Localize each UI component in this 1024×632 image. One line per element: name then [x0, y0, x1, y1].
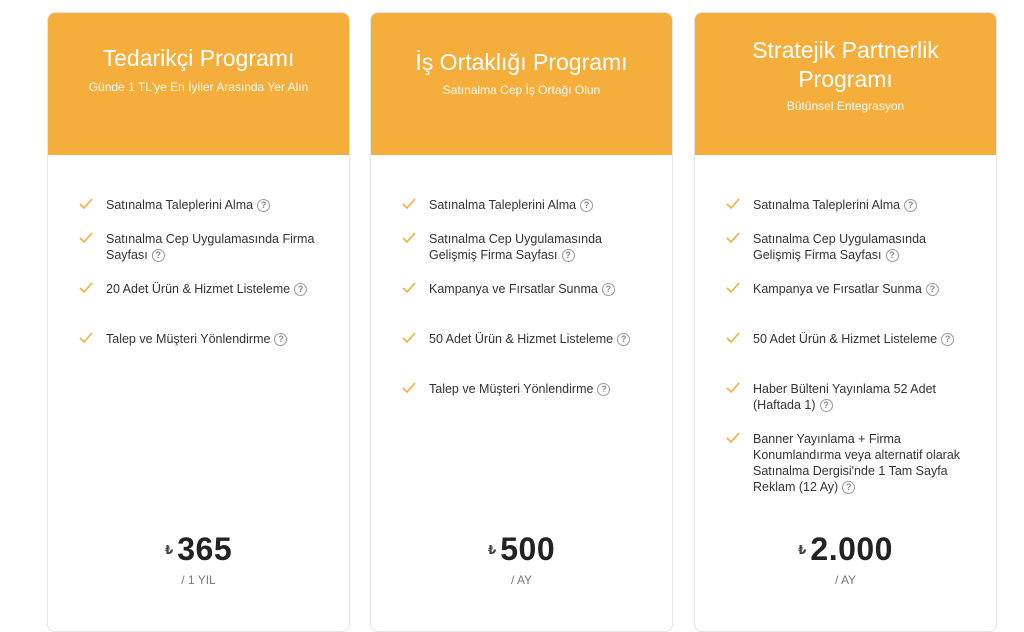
check-icon	[726, 382, 740, 394]
help-icon[interactable]: ?	[294, 283, 307, 296]
feature-label: 20 Adet Ürün & Hizmet Listeleme	[106, 282, 291, 296]
plan-header	[371, 13, 672, 155]
feature-item	[79, 331, 329, 347]
check-icon	[726, 198, 740, 210]
help-icon[interactable]: ?	[562, 249, 575, 262]
help-icon[interactable]: ?	[274, 333, 287, 346]
plan-header	[48, 13, 349, 155]
check-icon	[402, 198, 416, 210]
feature-item	[79, 197, 329, 213]
feature-label: Satınalma Cep Uygulamasında Gelişmiş Firma Sayfası	[753, 232, 927, 262]
help-icon[interactable]: ?	[904, 199, 917, 212]
plan-card-stratejik-partnerlik	[694, 12, 997, 632]
help-icon[interactable]: ?	[941, 333, 954, 346]
feature-label: Satınalma Cep Uygulamasında Gelişmiş Firma Sayfası	[429, 232, 603, 262]
plan-subtitle: Satınalma Cep İş Ortağı Olun	[442, 83, 601, 97]
feature-label: 50 Adet Ürün & Hizmet Listeleme	[429, 332, 614, 346]
feature-item	[726, 331, 976, 347]
help-icon[interactable]: ?	[886, 249, 899, 262]
plan-title: Tedarikçi Programı	[102, 44, 295, 71]
feature-item	[726, 431, 976, 495]
price-amount: 2.000	[810, 531, 893, 567]
check-icon	[726, 432, 740, 444]
check-icon	[402, 382, 416, 394]
check-icon	[402, 332, 416, 344]
feature-label: Talep ve Müşteri Yönlendirme	[429, 382, 594, 396]
check-icon	[79, 232, 93, 244]
price-amount: 365	[177, 531, 233, 567]
plan-subtitle: Günde 1 TL'ye En İyiler Arasında Yer Alın	[88, 79, 309, 94]
currency-symbol: ₺	[798, 542, 807, 557]
check-icon	[79, 332, 93, 344]
feature-item	[79, 281, 329, 297]
help-icon[interactable]: ?	[257, 199, 270, 212]
feature-label: Satınalma Taleplerini Alma	[106, 198, 254, 212]
feature-item	[726, 231, 976, 263]
plan-header	[695, 13, 996, 155]
check-icon	[79, 282, 93, 294]
feature-item	[79, 231, 329, 263]
price-amount: 500	[500, 531, 556, 567]
help-icon[interactable]: ?	[617, 333, 630, 346]
feature-item	[726, 381, 976, 413]
currency-symbol: ₺	[487, 542, 497, 557]
feature-item	[402, 231, 652, 263]
check-icon	[79, 198, 93, 210]
check-icon	[726, 282, 740, 294]
feature-label: Haber Bülteni Yayınlama 52 Adet (Haftada 1)	[753, 382, 936, 412]
plan-card-tedarikci	[47, 12, 350, 632]
check-icon	[726, 232, 740, 244]
feature-label: Talep ve Müşteri Yönlendirme	[106, 332, 271, 346]
feature-item	[402, 197, 652, 213]
feature-label: Satınalma Cep Uygulamasında Firma Sayfası	[106, 232, 315, 262]
help-icon[interactable]: ?	[820, 399, 833, 412]
feature-item	[726, 281, 976, 297]
feature-label: Kampanya ve Fırsatlar Sunma	[429, 282, 598, 296]
help-icon[interactable]: ?	[580, 199, 593, 212]
help-icon[interactable]: ?	[842, 481, 855, 494]
feature-item	[402, 381, 652, 397]
check-icon	[402, 232, 416, 244]
price-period: / AY	[834, 573, 857, 587]
feature-label: Satınalma Taleplerini Alma	[429, 198, 577, 212]
feature-item	[402, 281, 652, 297]
plan-subtitle: Bütünsel Entegrasyon	[786, 99, 905, 113]
plan-price	[48, 531, 349, 568]
help-icon[interactable]: ?	[152, 249, 165, 262]
feature-label: Banner Yayınlama + Firma Konumlandırma veya alternatif olarak Satınalma Dergisi'nde 1 Tam Sayfa Reklam (12 Ay)	[753, 432, 961, 494]
plan-title: Stratejik Partnerlik Programı	[752, 37, 939, 92]
help-icon[interactable]: ?	[602, 283, 615, 296]
feature-label: 50 Adet Ürün & Hizmet Listeleme	[753, 332, 938, 346]
currency-symbol: ₺	[164, 542, 174, 557]
feature-label: Kampanya ve Fırsatlar Sunma	[753, 282, 922, 296]
plan-price	[371, 531, 672, 568]
plan-card-is-ortakligi	[370, 12, 673, 632]
price-period: / AY	[510, 573, 533, 587]
check-icon	[726, 332, 740, 344]
feature-item	[402, 331, 652, 347]
check-icon	[402, 282, 416, 294]
help-icon[interactable]: ?	[597, 383, 610, 396]
plan-title: İş Ortaklığı Programı	[415, 49, 628, 75]
help-icon[interactable]: ?	[926, 283, 939, 296]
price-period: / 1 YIL	[181, 573, 216, 587]
feature-label: Satınalma Taleplerini Alma	[753, 198, 901, 212]
feature-item	[726, 197, 976, 213]
plan-price	[695, 531, 996, 568]
